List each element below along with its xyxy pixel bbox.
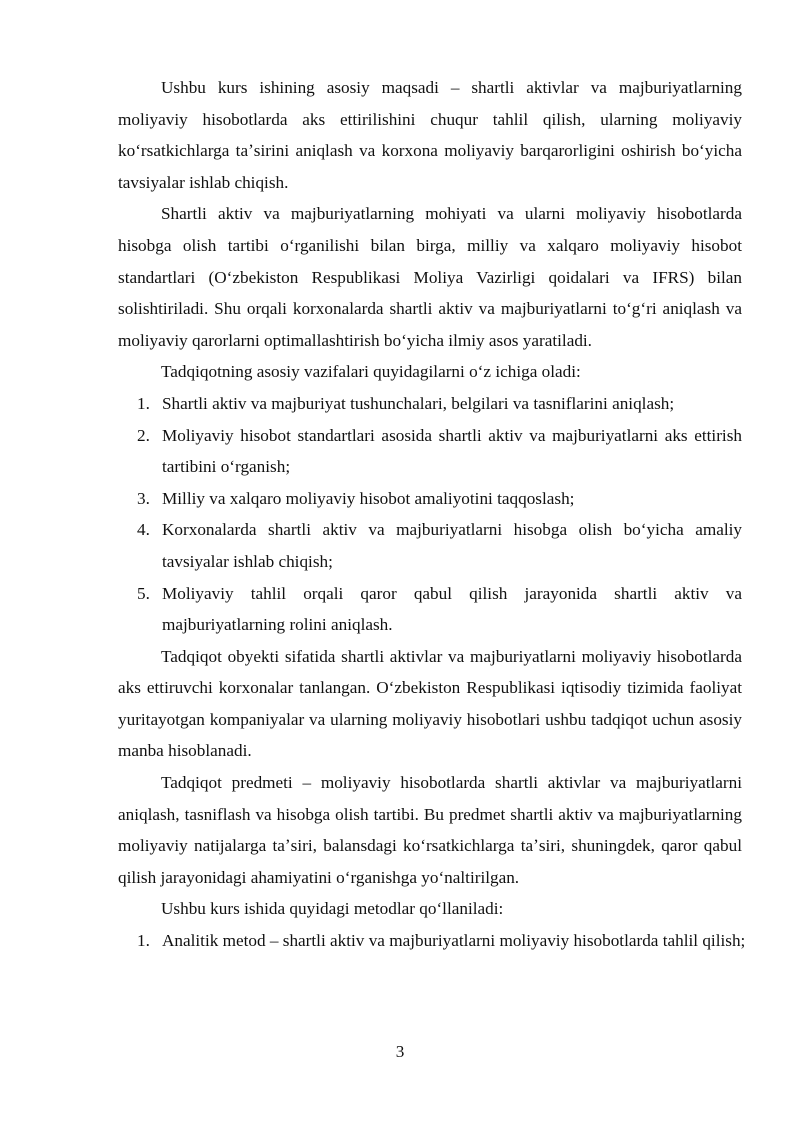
tasks-list xyxy=(118,388,742,641)
list-item-text: Shartli aktiv va majburiyat tushunchalari, belgilari va tasniflarini aniqlash; xyxy=(162,393,675,413)
paragraph-methods-intro: Ushbu kurs ishida quyidagi metodlar qoʻllaniladi: xyxy=(161,899,504,919)
list-number: 3. xyxy=(137,488,150,508)
page-number: 3 xyxy=(395,1042,405,1061)
paragraph-purpose: Ushbu kurs ishining asosiy maqsadi – shartli aktivlar va majburiyatlarning moliyaviy hisobotlarda aks ettirilishini chuqur tahlil qilish, ularning moliyaviy koʻrsatkichlarga taʼsirini aniqlash va korxona moliyaviy barqarorligini oshirish boʻyicha tavsiyalar ishlab chiqish. xyxy=(118,78,742,192)
list-item xyxy=(118,925,752,957)
paragraph-standards: Shartli aktiv va majburiyatlarning mohiyati va ularni moliyaviy hisobotlarda hisobga olish tartibi oʻrganilishi bilan birga, milliy va xalqaro moliyaviy hisobot standartlari (Oʻzbekiston Respublikasi Moliya Vazirligi qoidalari va IFRS) bilan solishtiriladi. Shu orqali korxonalarda shartli aktiv va majburiyatlarni toʻgʻri aniqlash va moliyaviy qarorlarni optimallashtirish boʻyicha ilmiy asos yaratiladi. xyxy=(118,204,742,350)
methods-list xyxy=(118,925,746,957)
list-item-text: Moliyaviy tahlil orqali qaror qabul qilish jarayonida shartli aktiv va majburiyatlarning rolini aniqlash. xyxy=(162,583,742,635)
list-item-text: Moliyaviy hisobot standartlari asosida shartli aktiv va majburiyatlarni aks ettirish tartibini oʻrganish; xyxy=(162,425,742,477)
paragraphs-block-1 xyxy=(118,72,742,388)
list-item-text: Milliy va xalqaro moliyaviy hisobot amaliyotini taqqoslash; xyxy=(162,488,575,508)
document-page xyxy=(118,72,746,957)
list-item-text: Korxonalarda shartli aktiv va majburiyatlarni hisobga olish boʻyicha amaliy tavsiyalar ishlab chiqish; xyxy=(162,520,742,571)
paragraph-object: Tadqiqot obyekti sifatida shartli aktivlar va majburiyatlarni moliyaviy hisobotlarda aks ettiruvchi korxonalar tanlangan. Oʻzbekiston Respublikasi iqtisodiy tizimida faoliyat yuritayotgan kompaniyalar va ularning moliyaviy hisobotlari ushbu tadqiqot uchun asosiy manba hisoblanadi. xyxy=(118,646,742,761)
list-item-text: Analitik metod – shartli aktiv va majburiyatlarni moliyaviy hisobotlarda tahlil qilish; xyxy=(162,931,746,951)
paragraph-subject: Tadqiqot predmeti – moliyaviy hisobotlarda shartli aktivlar va majburiyatlarni aniqlash, tasniflash va hisobga olish tartibi. Bu predmet shartli aktiv va majburiyatlarning moliyaviy natijalarga taʼsiri, balansdagi koʻrsatkichlarga taʼsiri, shuningdek, qaror qabul qilish jarayonidagi ahamiyatini oʻrganishga yoʻnaltirilgan. xyxy=(118,773,742,887)
list-number: 1. xyxy=(137,931,150,951)
list-number: 5. xyxy=(137,583,150,603)
paragraphs-block-2 xyxy=(118,641,742,925)
list-item xyxy=(118,578,742,641)
list-number: 2. xyxy=(137,425,150,445)
list-number: 4. xyxy=(137,520,150,540)
list-item xyxy=(118,420,742,483)
list-item xyxy=(118,388,742,420)
list-item xyxy=(118,483,742,515)
list-item xyxy=(118,514,742,577)
list-number: 1. xyxy=(137,393,150,413)
paragraph-tasks-intro: Tadqiqotning asosiy vazifalari quyidagilarni oʻz ichiga oladi: xyxy=(161,362,581,382)
